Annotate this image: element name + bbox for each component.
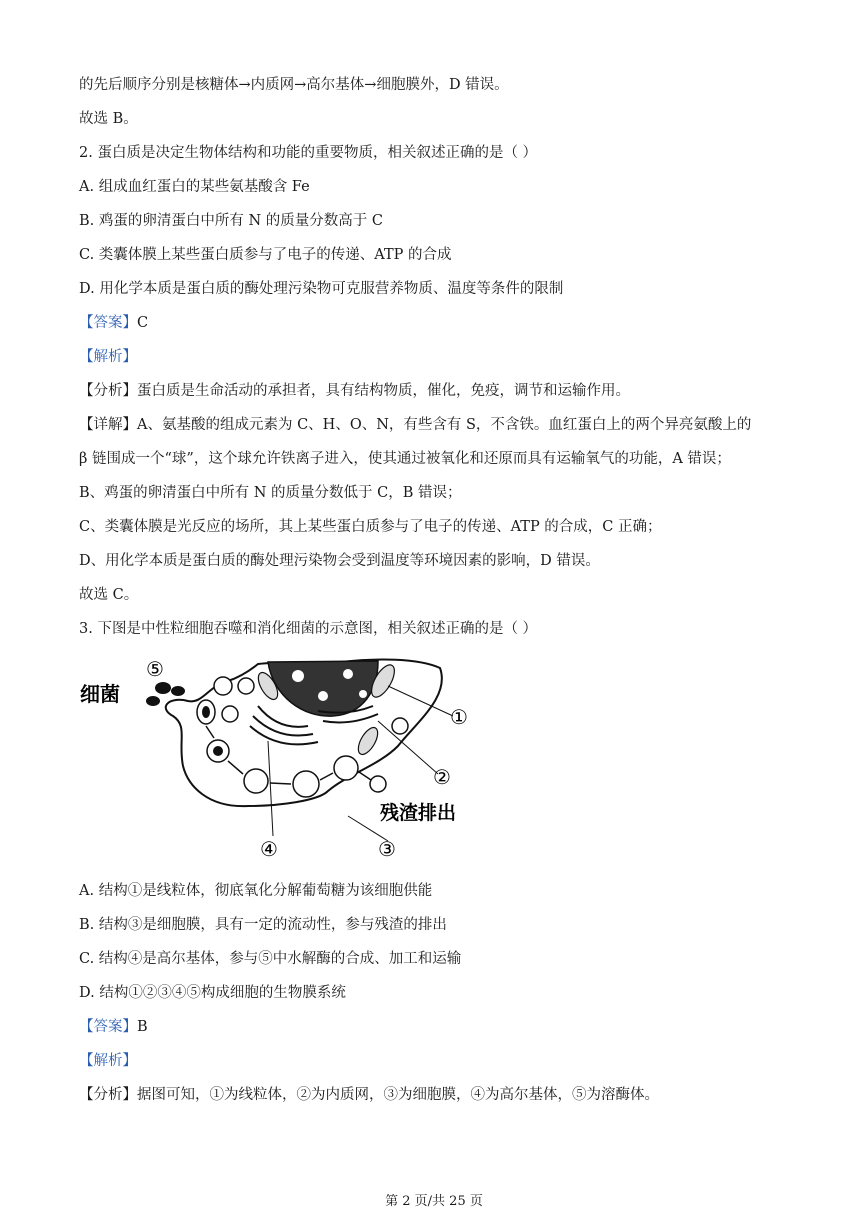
option-c: C. 类囊体膜上某些蛋白质参与了电子的传递、ATP 的合成 [79, 247, 452, 263]
nucleus-spot [343, 669, 353, 679]
bacterium [171, 686, 185, 696]
fenxi-text: 据图可知，①为线粒体，②为内质网，③为细胞膜，④为高尔基体，⑤为溶酶体。 [137, 1087, 659, 1103]
q3-fenxi-line [79, 1085, 659, 1105]
marker-5: ⑤ [146, 657, 164, 681]
arrow-icon [206, 726, 214, 738]
arrow-icon [320, 773, 333, 780]
leader-line [268, 741, 273, 836]
bacterium [202, 706, 210, 718]
option-d: D. 用化学本质是蛋白质的酶处理污染物可克服营养物质、温度等条件的限制 [79, 281, 564, 297]
marker-3: ③ [378, 837, 396, 861]
text-line: D、用化学本质是蛋白质的酶处理污染物会受到温度等环境因素的影响，D 错误。 [79, 553, 600, 569]
arrow-icon [359, 772, 371, 780]
neutrophil-diagram [78, 656, 478, 866]
q3-option-c: C. 结构④是高尔基体，参与⑤中水解酶的合成、加工和运输 [79, 951, 462, 967]
fenxi-tag: 【分析】 [79, 1087, 137, 1103]
xiangjie-text: A、氨基酸的组成元素为 C、H、O、N，有些含有 S，不含铁。血红蛋白上的两个异亮氨酸上的 [137, 417, 752, 433]
question-2-stem: 2. 蛋白质是决定生物体结构和功能的重要物质，相关叙述正确的是（ ） [79, 145, 538, 161]
lysosome [238, 678, 254, 694]
arrow-icon [270, 783, 291, 784]
analysis-tag: 【解析】 [79, 349, 137, 365]
page-footer: 第 2 页/共 25 页 [385, 1194, 483, 1209]
answer-line [79, 313, 148, 333]
fenxi-tag: 【分析】 [79, 383, 137, 399]
vesicle [370, 776, 386, 792]
analysis-line [79, 347, 137, 367]
text-line: 故选 B。 [79, 111, 138, 127]
phagolysosome [244, 769, 268, 793]
residue-label: 残渣排出 [380, 802, 457, 824]
lysosome [222, 706, 238, 722]
q3-option-b: B. 结构③是细胞膜，具有一定的流动性，参与残渣的排出 [79, 917, 447, 933]
lysosome [392, 718, 408, 734]
nucleus-spot [318, 691, 328, 701]
answer-tag: 【答案】 [79, 1019, 137, 1035]
q3-analysis-line [79, 1051, 137, 1071]
analysis-tag: 【解析】 [79, 1053, 137, 1069]
marker-1: ① [450, 705, 468, 729]
nucleus [268, 661, 378, 716]
answer-value: B [137, 1019, 148, 1035]
q3-option-a: A. 结构①是线粒体，彻底氧化分解葡萄糖为该细胞供能 [79, 883, 433, 899]
phagolysosome [293, 771, 319, 797]
answer-value: C [137, 315, 149, 331]
q3-option-d: D. 结构①②③④⑤构成细胞的生物膜系统 [79, 985, 346, 1001]
answer-tag: 【答案】 [79, 315, 137, 331]
mitochondrion [354, 725, 381, 758]
marker-2: ② [433, 765, 451, 789]
bacterium [146, 696, 160, 706]
text-line: 的先后顺序分别是核糖体→内质网→高尔基体→细胞膜外，D 错误。 [79, 77, 509, 93]
text-line: C、类囊体膜是光反应的场所，其上某些蛋白质参与了电子的传递、ATP 的合成，C 正确； [79, 519, 662, 535]
leader-line [388, 686, 453, 716]
arrow-icon [228, 761, 243, 774]
fenxi-line [79, 381, 630, 401]
q3-answer-line [79, 1017, 148, 1037]
bacteria-label: 细菌 [80, 682, 120, 706]
bacterium [213, 746, 223, 756]
text-line: B、鸡蛋的卵清蛋白中所有 N 的质量分数低于 C，B 错误； [79, 485, 462, 501]
lysosome [214, 677, 232, 695]
bacterium [155, 682, 171, 694]
fenxi-text: 蛋白质是生命活动的承担者，具有结构物质，催化，免疫，调节和运输作用。 [137, 383, 630, 399]
xiangjie-tag: 【详解】 [79, 417, 137, 433]
option-a: A. 组成血红蛋白的某些氨基酸含 Fe [79, 179, 310, 195]
option-b: B. 鸡蛋的卵清蛋白中所有 N 的质量分数高于 C [79, 213, 383, 229]
nucleus-spot [292, 670, 304, 682]
text-line: 故选 C。 [79, 587, 139, 603]
phagolysosome [334, 756, 358, 780]
nucleus-spot [359, 690, 367, 698]
question-3-stem: 3. 下图是中性粒细胞吞噬和消化细菌的示意图，相关叙述正确的是（ ） [79, 621, 538, 637]
text-line: β 链围成一个“球”，这个球允许铁离子进入，使其通过被氧化和还原而具有运输氧气的功能，A 错误； [79, 451, 731, 467]
marker-4: ④ [260, 837, 278, 861]
xiangjie-line [79, 415, 751, 435]
